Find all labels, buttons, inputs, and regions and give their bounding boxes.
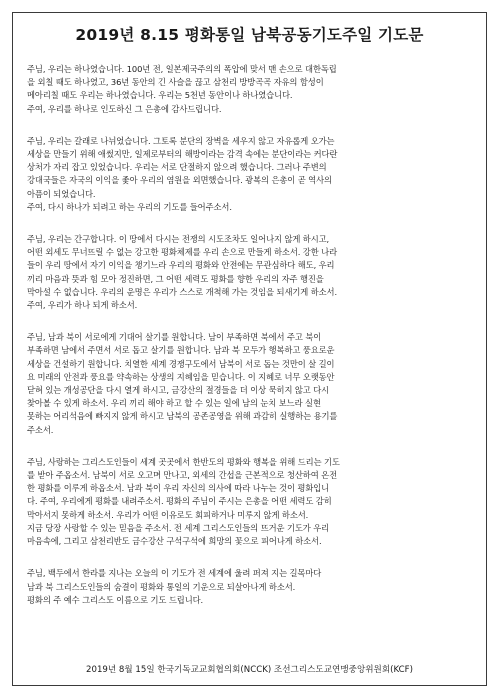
text-line: 평화의 주 예수 그리스도 이름으로 기도 드립니다.	[27, 594, 204, 605]
text-line: 주여, 우리를 하나로 인도하신 그 은총에 감사드립니다.	[27, 103, 222, 114]
text-line: 어떤 외세도 무너뜨릴 수 없는 강고한 평화체제를 우리 손으로 만들게 하소서. 강한 나라	[27, 247, 338, 258]
prayer-body	[27, 63, 472, 607]
text-line: 아픔이 되었습니다.	[27, 188, 96, 199]
text-line: 메아리칠 때도 우리는 하나였습니다. 우리는 5천년 동안이나 하나였습니다.	[27, 90, 293, 101]
text-line: 주님, 우리는 갈래로 나뉘었습니다. 그토록 분단의 장벽을 세우지 않고 자유롭게 오가는	[27, 135, 335, 146]
text-line: 주님, 백두에서 한라를 지나는 오늘의 이 기도가 전 세계에 울려 퍼져 지는 길목마다	[27, 568, 322, 579]
text-line: 못하는 어리석음에 빠지지 않게 하시고 남북의 공존공영을 위해 과감히 실행하는 용기를	[27, 411, 338, 422]
text-line: 들이 우리 땅에서 자기 이익을 챙기느라 우리의 평화와 안전에는 무관심하다 해도, 우리	[27, 260, 335, 271]
text-line: 주님, 우리는 간구합니다. 이 땅에서 다시는 전쟁의 시도조차도 일어나지 않게 하시고,	[27, 234, 330, 245]
text-line: 마음속에, 그리고 삼천리반도 금수강산 구석구석에 희망의 꽃으로 피어나게 하소서.	[27, 536, 322, 547]
text-line: 지금 당장 사랑할 수 있는 믿음을 주소서. 전 세계 그리스도인들의 뜨거운 기도가 우리	[27, 522, 330, 533]
text-line: 주여, 우리가 하나 되게 하소서.	[27, 300, 138, 311]
text-line: 한 평화를 이루게 하옵소서. 남과 북이 우리 자신의 의사에 따라 나누는 것이 평화입니	[27, 483, 330, 494]
text-line: 주님, 남과 북이 서로에게 기대어 살기를 원합니다. 남이 부족하면 북에서 주고 북이	[27, 332, 322, 343]
text-line: 세상을 건설하기 원합니다. 치열한 세계 경쟁구도에서 남북이 서로 돕는 것만이 살 길이	[27, 358, 335, 369]
text-line: 주님, 사랑하는 그리스도인들이 세계 곳곳에서 한반도의 평화와 행복을 위해 드리는 기도	[27, 456, 340, 467]
prayer-paragraph	[27, 63, 472, 116]
text-line: 주소서.	[27, 424, 54, 435]
text-line: 닫혀 있는 개성공단을 다시 열게 하시고, 금강산의 절경들을 더 이상 묵히지 않고 다시	[27, 385, 330, 396]
prayer-paragraph	[27, 135, 472, 214]
prayer-paragraph	[27, 233, 472, 312]
text-line: 상처가 자리 잡고 있었습니다. 우리는 서로 단절하지 않으려 했습니다. 그러나 주변의	[27, 162, 327, 173]
text-line: 세상을 만들기 위해 애썼지만, 일제로부터의 해방이라는 감격 속에는 분단이라는 커다란	[27, 149, 338, 160]
text-line: 막아서지 못하게 하소서. 우리가 어떤 이유로도 회피하거나 미루지 않게 하소서.	[27, 509, 309, 520]
text-line: 강대국들은 자국의 이익을 좇아 우리의 염원을 외면했습니다. 광복의 은총이 곧 역사의	[27, 175, 332, 186]
text-line: 남과 북 그리스도인들의 숨결이 평화와 통일의 기운으로 되살아나게 하소서.	[27, 581, 296, 592]
signature-footer: 2019년 8월 15일 한국기독교교회협의회(NCCK) 조선그리스도교연맹중앙위원회(KCF)	[86, 665, 413, 675]
text-line: 요 미래의 안전과 풍요를 약속하는 상생의 지혜임을 믿습니다. 이 지혜로 너무 오랫동안	[27, 371, 335, 382]
text-line: 을 외칠 때도 하나였고, 36년 동안의 긴 사슬을 끊고 삼천리 방방곡곡 자유의 함성이	[27, 77, 324, 88]
text-line: 찾아볼 수 있게 하소서. 우리 끼리 해야 하고 할 수 있는 일에 남의 눈치 보느라 실현	[27, 398, 321, 409]
prayer-paragraph	[27, 331, 472, 437]
text-line: 주님, 우리는 하나였습니다. 100년 전, 일본제국주의의 폭압에 맞서 맨 손으로 대한독립	[27, 64, 337, 74]
text-line: 막아설 수 없습니다. 우리의 운명은 우리가 스스로 개척해 가는 것임을 되새기게 하소서.	[27, 286, 338, 297]
prayer-document	[12, 12, 487, 686]
text-line: 를 받아 주옵소서. 남북이 서로 오고며 만나고, 외세의 간섭을 근본적으로 청산하여 온전	[27, 470, 338, 481]
text-line: 끼리 마음과 뜻과 힘 모아 정진하면, 그 어떤 세력도 평화를 향한 우리의 자주 행진을	[27, 273, 324, 284]
document-title: 2019년 8.15 평화통일 남북공동기도주일 기도문	[75, 26, 424, 44]
text-line: 주여, 다시 하나가 되려고 하는 우리의 기도를 들어주소서.	[27, 201, 232, 212]
text-line: 다. 주여, 우리에게 평화를 내려주소서. 평화의 주님이 주시는 은총을 어떤 세력도 감히	[27, 496, 332, 507]
prayer-paragraph	[27, 456, 472, 548]
text-line: 부족하면 남에서 주면서 서로 돕고 살기를 원합니다. 남과 북 모두가 행복하고 풍요로운	[27, 345, 335, 356]
prayer-paragraph	[27, 567, 472, 607]
